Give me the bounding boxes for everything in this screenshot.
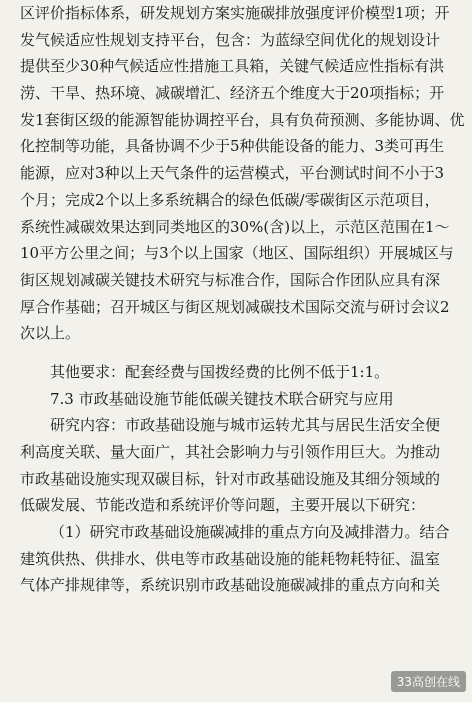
text-line: 市政基础设施实现双碳目标，针对市政基础设施及其细分领域的: [20, 469, 441, 488]
text-line: 发气候适应性规划支持平台，包含：为蓝绿空间优化的规划设计: [20, 30, 441, 49]
text-line: 提供至少30种气候适应性措施工具箱，关键气候适应性指标有洪: [20, 57, 445, 76]
text-line: 建筑供热、供排水、供电等市政基础设施的能耗物耗特征、温室: [20, 549, 441, 568]
section-heading: 7.3 市政基础设施节能低碳关键技术联合研究与应用: [50, 389, 394, 408]
text-line: 研究内容：市政基础设施与城市运转尤其与居民生活安全便: [50, 416, 441, 435]
text-line: 发1套街区级的能源智能协调控平台，具有负荷预测、多能协调、优: [20, 110, 465, 129]
text-line: 街区规划减碳关键技术研究与标准合作，国际合作团队应具有深: [20, 270, 441, 289]
text-line: 个月；完成2个以上多系统耦合的绿色低碳/零碳街区示范项目，: [20, 190, 440, 209]
text-line: 厚合作基础；召开城区与街区规划减碳技术国际交流与研讨会议2: [20, 297, 450, 316]
text-line: 区评价指标体系，研发规划方案实施碳排放强度评价模型1项；开: [20, 4, 450, 22]
text-line: 系统性减碳效果达到同类地区的30%(含)以上，示范区范围在1～: [20, 217, 450, 236]
text-line: 气体产排规律等，系统识别市政基础设施碳减排的重点方向和关: [20, 576, 441, 595]
text-line: （1）研究市政基础设施碳减排的重点方向及减排潜力。结合: [50, 523, 450, 542]
paragraph-research-content: [20, 412, 462, 519]
text-line: 低碳发展、节能改造和系统评价等问题，主要开展以下研究：: [20, 496, 426, 515]
text-line: 利高度关联、量大面广，其社会影响力与引领作用巨大。为推动: [20, 443, 441, 461]
paragraph-item-1: [20, 519, 462, 599]
text-line: 化控制等功能，具备协调不少于5种供能设备的能力、3类可再生: [20, 137, 445, 156]
text-line: 次以上。: [20, 324, 81, 343]
other-requirements: 其他要求：配套经费与国拨经费的比例不低于1:1。: [50, 362, 390, 381]
watermark-logo: 33高创在线: [391, 671, 466, 692]
text-line: 能源，应对3种以上天气条件的运营模式，平台测试时间不小于3: [20, 164, 445, 183]
paragraph-evaluation-targets: [20, 0, 465, 347]
text-line: 10平方公里之间；与3个以上国家（地区、国际组织）开展城区与: [20, 244, 454, 263]
text-line: 涝、干旱、热环境、减碳增汇、经济五个维度大于20项指标；开: [20, 84, 445, 103]
